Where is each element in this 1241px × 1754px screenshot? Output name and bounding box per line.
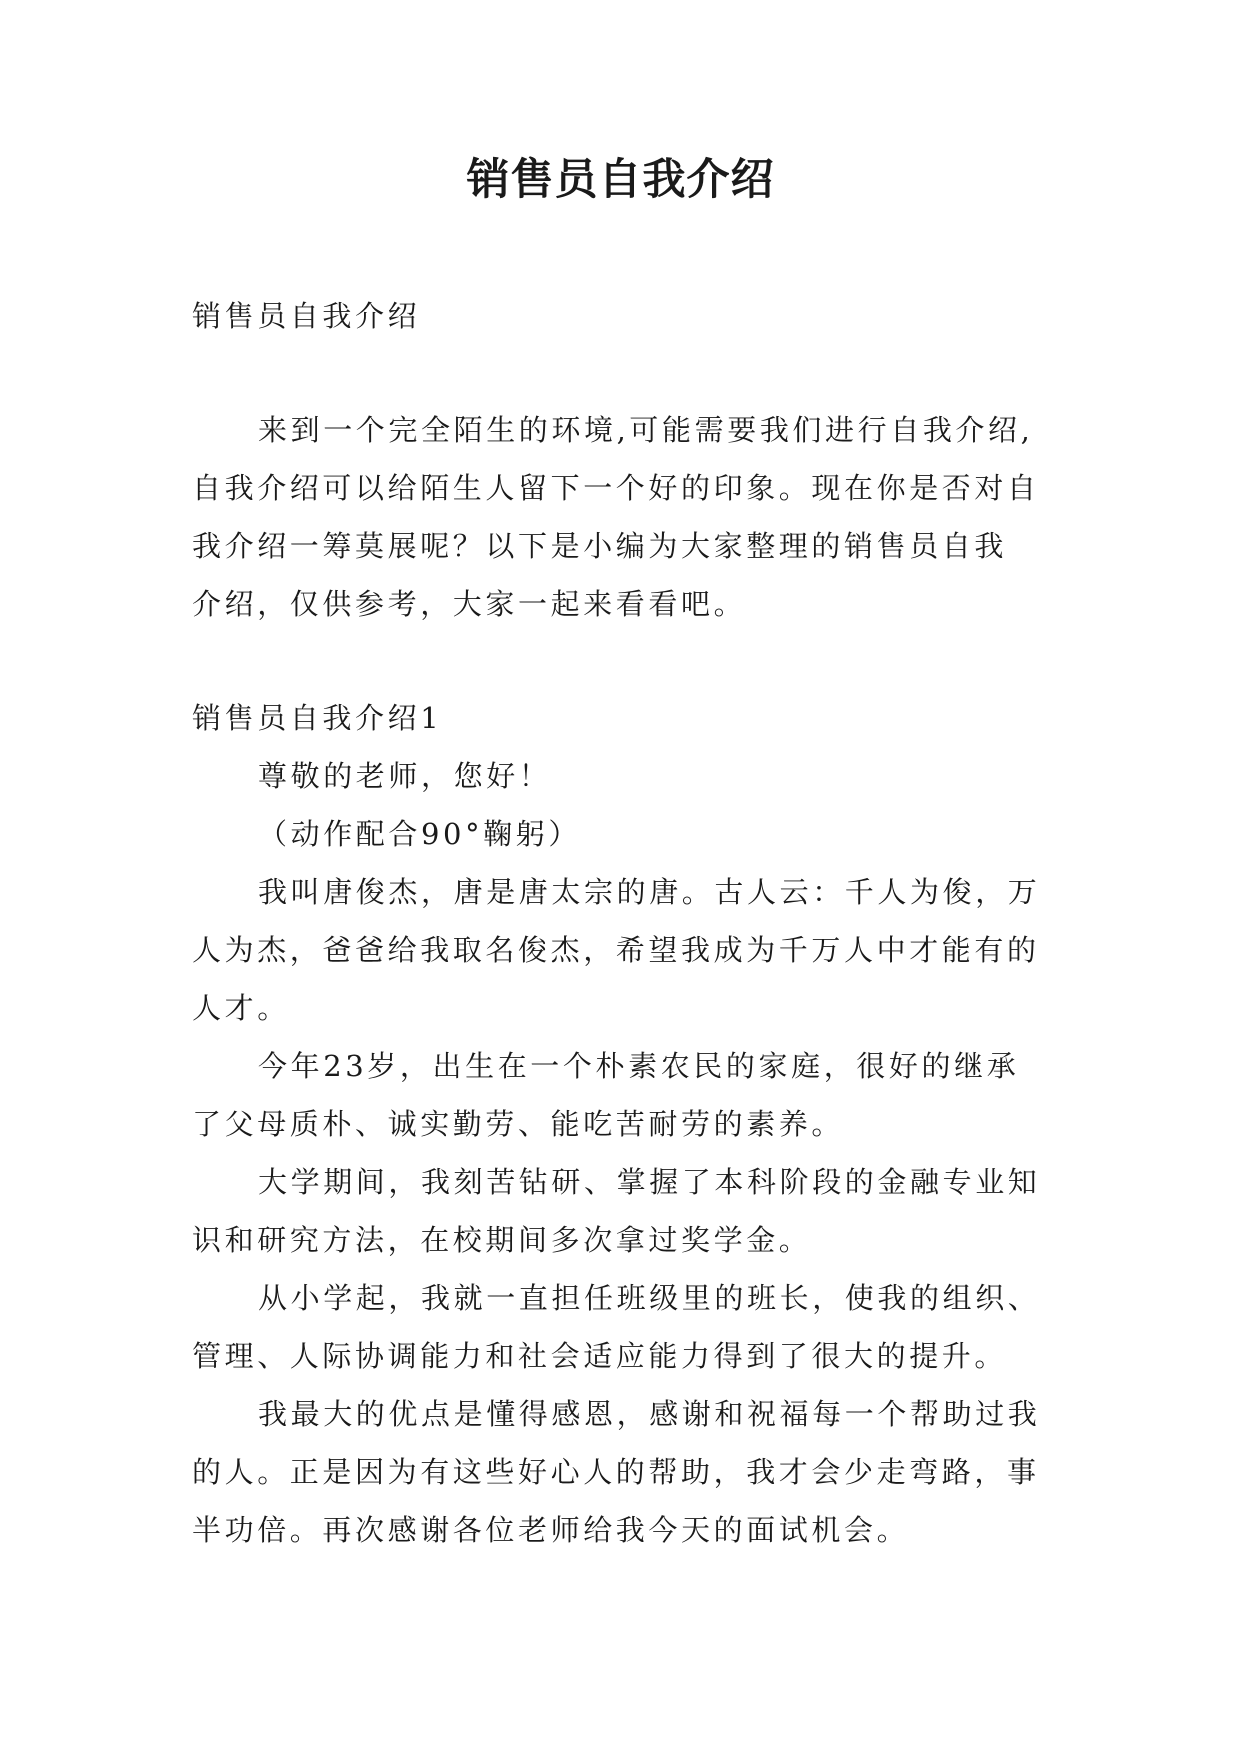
section-line-3: 我叫唐俊杰，唐是唐太宗的唐。古人云：千人为俊，万 xyxy=(258,875,1041,909)
section-line-9: 识和研究方法，在校期间多次拿过奖学金。 xyxy=(192,1223,812,1257)
section-line-5: 人才。 xyxy=(192,991,290,1025)
section-line-10: 从小学起，我就一直担任班级里的班长，使我的组织、 xyxy=(258,1281,1041,1315)
section-heading: 销售员自我介绍1 xyxy=(192,701,443,735)
section-line-14: 半功倍。再次感谢各位老师给我今天的面试机会。 xyxy=(192,1513,910,1547)
intro-line-2: 自我介绍可以给陌生人留下一个好的印象。现在你是否对自 xyxy=(192,471,1040,505)
intro-line-4: 介绍，仅供参考，大家一起来看看吧。 xyxy=(192,587,747,621)
section-line-12: 我最大的优点是懂得感恩，感谢和祝福每一个帮助过我 xyxy=(258,1397,1041,1431)
section-line-1: 尊敬的老师，您好！ xyxy=(258,759,552,793)
section-line-11: 管理、人际协调能力和社会适应能力得到了很大的提升。 xyxy=(192,1339,1008,1373)
section-line-2: （动作配合90°鞠躬） xyxy=(258,817,582,851)
document-subtitle: 销售员自我介绍 xyxy=(192,299,421,333)
section-line-8: 大学期间，我刻苦钻研、掌握了本科阶段的金融专业知 xyxy=(258,1165,1041,1199)
section-line-7: 了父母质朴、诚实勤劳、能吃苦耐劳的素养。 xyxy=(192,1107,845,1141)
section-line-6: 今年23岁，出生在一个朴素农民的家庭，很好的继承 xyxy=(258,1049,1020,1083)
section-line-4: 人为杰，爸爸给我取名俊杰，希望我成为千万人中才能有的 xyxy=(192,933,1040,967)
intro-line-3: 我介绍一筹莫展呢？以下是小编为大家整理的销售员自我 xyxy=(192,529,1008,563)
document-title: 销售员自我介绍 xyxy=(466,155,775,205)
intro-line-1: 来到一个完全陌生的环境,可能需要我们进行自我介绍, xyxy=(258,413,1034,447)
section-line-13: 的人。正是因为有这些好心人的帮助，我才会少走弯路，事 xyxy=(192,1455,1040,1489)
